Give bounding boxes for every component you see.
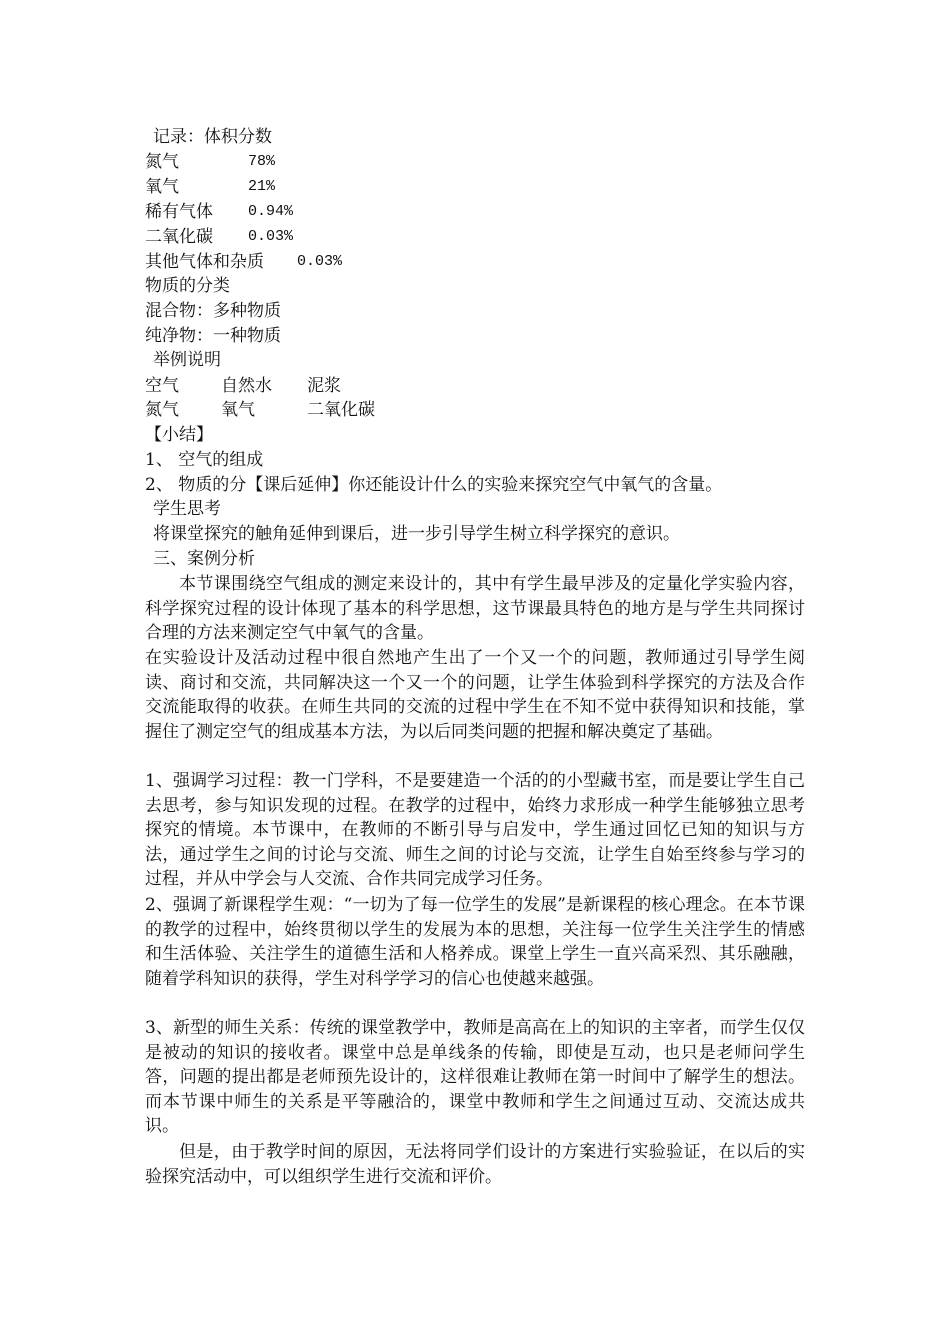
analysis-paragraph: 1、强调学习过程：教一门学科，不是要建造一个活的的小型藏书室，而是要让学生自己去思考，参与知识发现的过程。在教学的过程中，始终力求形成一种学生能够独立思考探究的情境。本节课中，在教师的不断引导与启发中，学生通过回忆已知的知识与方法，通过学生之间的讨论与交流、师生之间的讨论与交流，让学生自始至终参与学习的过程，并从中学会与人交流、合作共同完成学习任务。 — [145, 771, 805, 890]
example-item: 泥浆 — [307, 376, 341, 396]
example-item: 氮气 — [145, 400, 179, 420]
analysis-paragraph: 3、新型的师生关系：传统的课堂教学中，教师是高高在上的知识的主宰者，而学生仅仅是被动的知识的接收者。课堂中总是单线条的传输，即使是互动，也只是老师问学生答，问题的提出都是老师预先设计的，这样很难让教师在第一时间中了解学生的想法。而本节课中师生的关系是平等融洽的，课堂中教师和学生之间通过互动、交流达成共识。 — [145, 1018, 805, 1137]
gas-value: 0.94% — [248, 203, 294, 220]
gas-name: 二氧化碳 — [145, 227, 213, 247]
record-title: 记录：体积分数 — [153, 127, 272, 147]
extension-note: 将课堂探究的触角延伸到课后，进一步引导学生树立科学探究的意识。 — [153, 524, 680, 544]
gas-value: 0.03% — [248, 228, 294, 245]
gas-value: 21% — [248, 178, 276, 195]
analysis-paragraph: 但是，由于教学时间的原因，无法将同学们设计的方案进行实验验证，在以后的实验探究活动中，可以组织学生进行交流和评价。 — [145, 1142, 805, 1187]
summary-title: 【小结】 — [145, 425, 213, 445]
example-title: 举例说明 — [153, 350, 221, 370]
classification-title: 物质的分类 — [145, 276, 230, 296]
gas-value: 78% — [248, 153, 276, 170]
example-item: 自然水 — [221, 376, 272, 396]
student-think: 学生思考 — [153, 499, 221, 519]
gas-name: 稀有气体 — [145, 202, 213, 222]
example-item: 空气 — [145, 376, 179, 396]
mixture-definition: 混合物：多种物质 — [145, 301, 281, 321]
gas-name: 氮气 — [145, 152, 179, 172]
analysis-paragraph: 本节课围绕空气组成的测定来设计的，其中有学生最早涉及的定量化学实验内容，科学探究过程的设计体现了基本的科学思想，这节课最具特色的地方是与学生共同探讨合理的方法来测定空气中氧气的含量。 — [145, 574, 805, 644]
example-item: 氧气 — [221, 400, 255, 420]
gas-name: 氧气 — [145, 177, 179, 197]
analysis-paragraph: 2、强调了新课程学生观：“一切为了每一位学生的发展”是新课程的核心理念。在本节课的教学的过程中，始终贯彻以学生的发展为本的思想，关注每一位学生关注学生的情感和生活体验、关注学生的道德生活和人格养成。课堂上学生一直兴高采烈、其乐融融，随着学科知识的获得，学生对科学学习的信心也使越来越强。 — [145, 895, 805, 989]
gas-name: 其他气体和杂质 — [145, 252, 264, 272]
pure-definition: 纯净物：一种物质 — [145, 326, 281, 346]
example-item: 二氧化碳 — [307, 400, 375, 420]
summary-item: 1、 空气的组成 — [145, 450, 264, 470]
section-heading: 三、案例分析 — [153, 549, 255, 569]
gas-value: 0.03% — [297, 253, 343, 270]
summary-item: 2、 物质的分【课后延伸】你还能设计什么的实验来探究空气中氧气的含量。 — [145, 475, 723, 495]
analysis-paragraph: 在实验设计及活动过程中很自然地产生出了一个又一个的问题，教师通过引导学生阅读、商讨和交流，共同解决这一个又一个的问题，让学生体验到科学探究的方法及合作交流能取得的收获。在师生共同的交流的过程中学生在不知不觉中获得知识和技能，掌握住了测定空气的组成基本方法，为以后同类问题的把握和解决奠定了基础。 — [145, 648, 805, 742]
